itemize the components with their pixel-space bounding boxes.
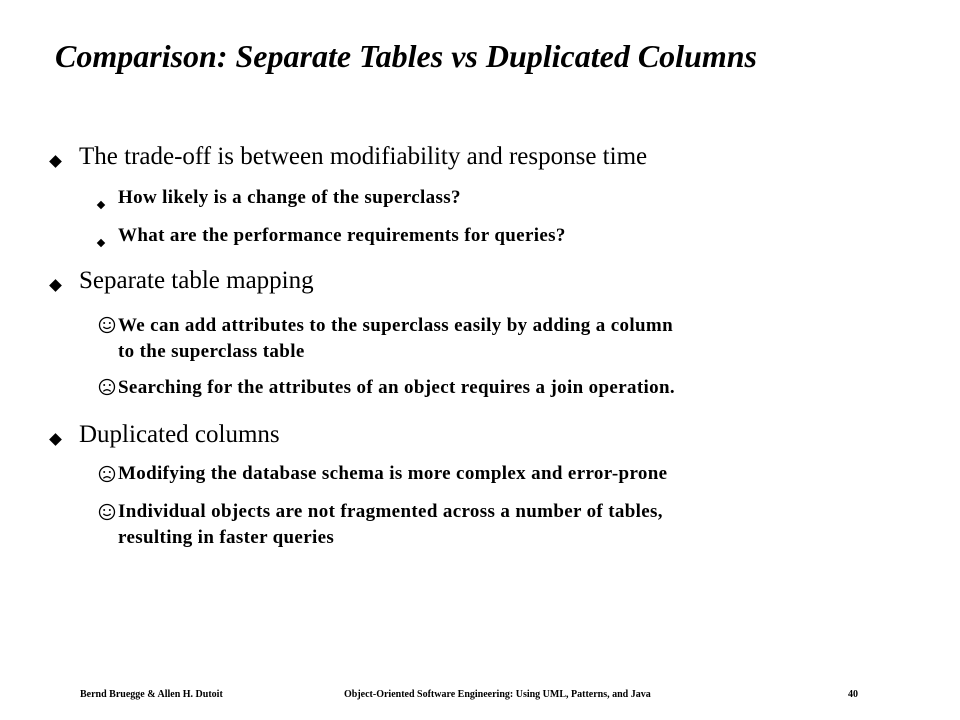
bullet-diamond-icon [51,431,60,449]
small-diamond-bullet-icon [98,195,104,213]
frowny-face-icon [98,378,116,396]
footer-book-title: Object-Oriented Software Engineering: Using UML, Patterns, and Java [344,689,651,700]
small-diamond-bullet-icon [98,233,104,251]
bullet-diamond-icon [51,153,60,171]
sub-bullet-2-2: Searching for the attributes of an object requires a join operation. [118,377,675,398]
sub-bullet-1-2: What are the performance requirements for queries? [118,225,566,246]
footer-authors: Bernd Bruegge & Allen H. Dutoit [80,689,223,700]
bullet-diamond-icon [51,277,60,295]
sub-bullet-3-1: Modifying the database schema is more complex and error-prone [118,463,668,484]
bullet-2-text: Separate table mapping [79,267,314,294]
sub-bullet-3-2-line-2: resulting in faster queries [118,527,335,548]
bullet-1-text: The trade-off is between modifiability and response time [79,143,648,170]
sub-bullet-2-1-line-2: to the superclass table [118,341,305,362]
sub-bullet-1-1: How likely is a change of the superclass? [118,187,461,208]
frowny-face-icon [98,465,116,483]
sub-bullet-2-1-line-1: We can add attributes to the superclass easily by adding a column [118,315,673,336]
sub-bullet-3-2-line-1: Individual objects are not fragmented across a number of tables, [118,501,663,522]
smiley-face-icon [98,316,116,334]
smiley-face-icon [98,503,116,521]
footer-page-number: 40 [848,689,858,700]
sub-bullet-2-1 [118,313,673,365]
slide-title: Comparison: Separate Tables vs Duplicated Columns [55,38,757,74]
bullet-3-text: Duplicated columns [79,421,280,448]
sub-bullet-3-2 [118,499,663,551]
